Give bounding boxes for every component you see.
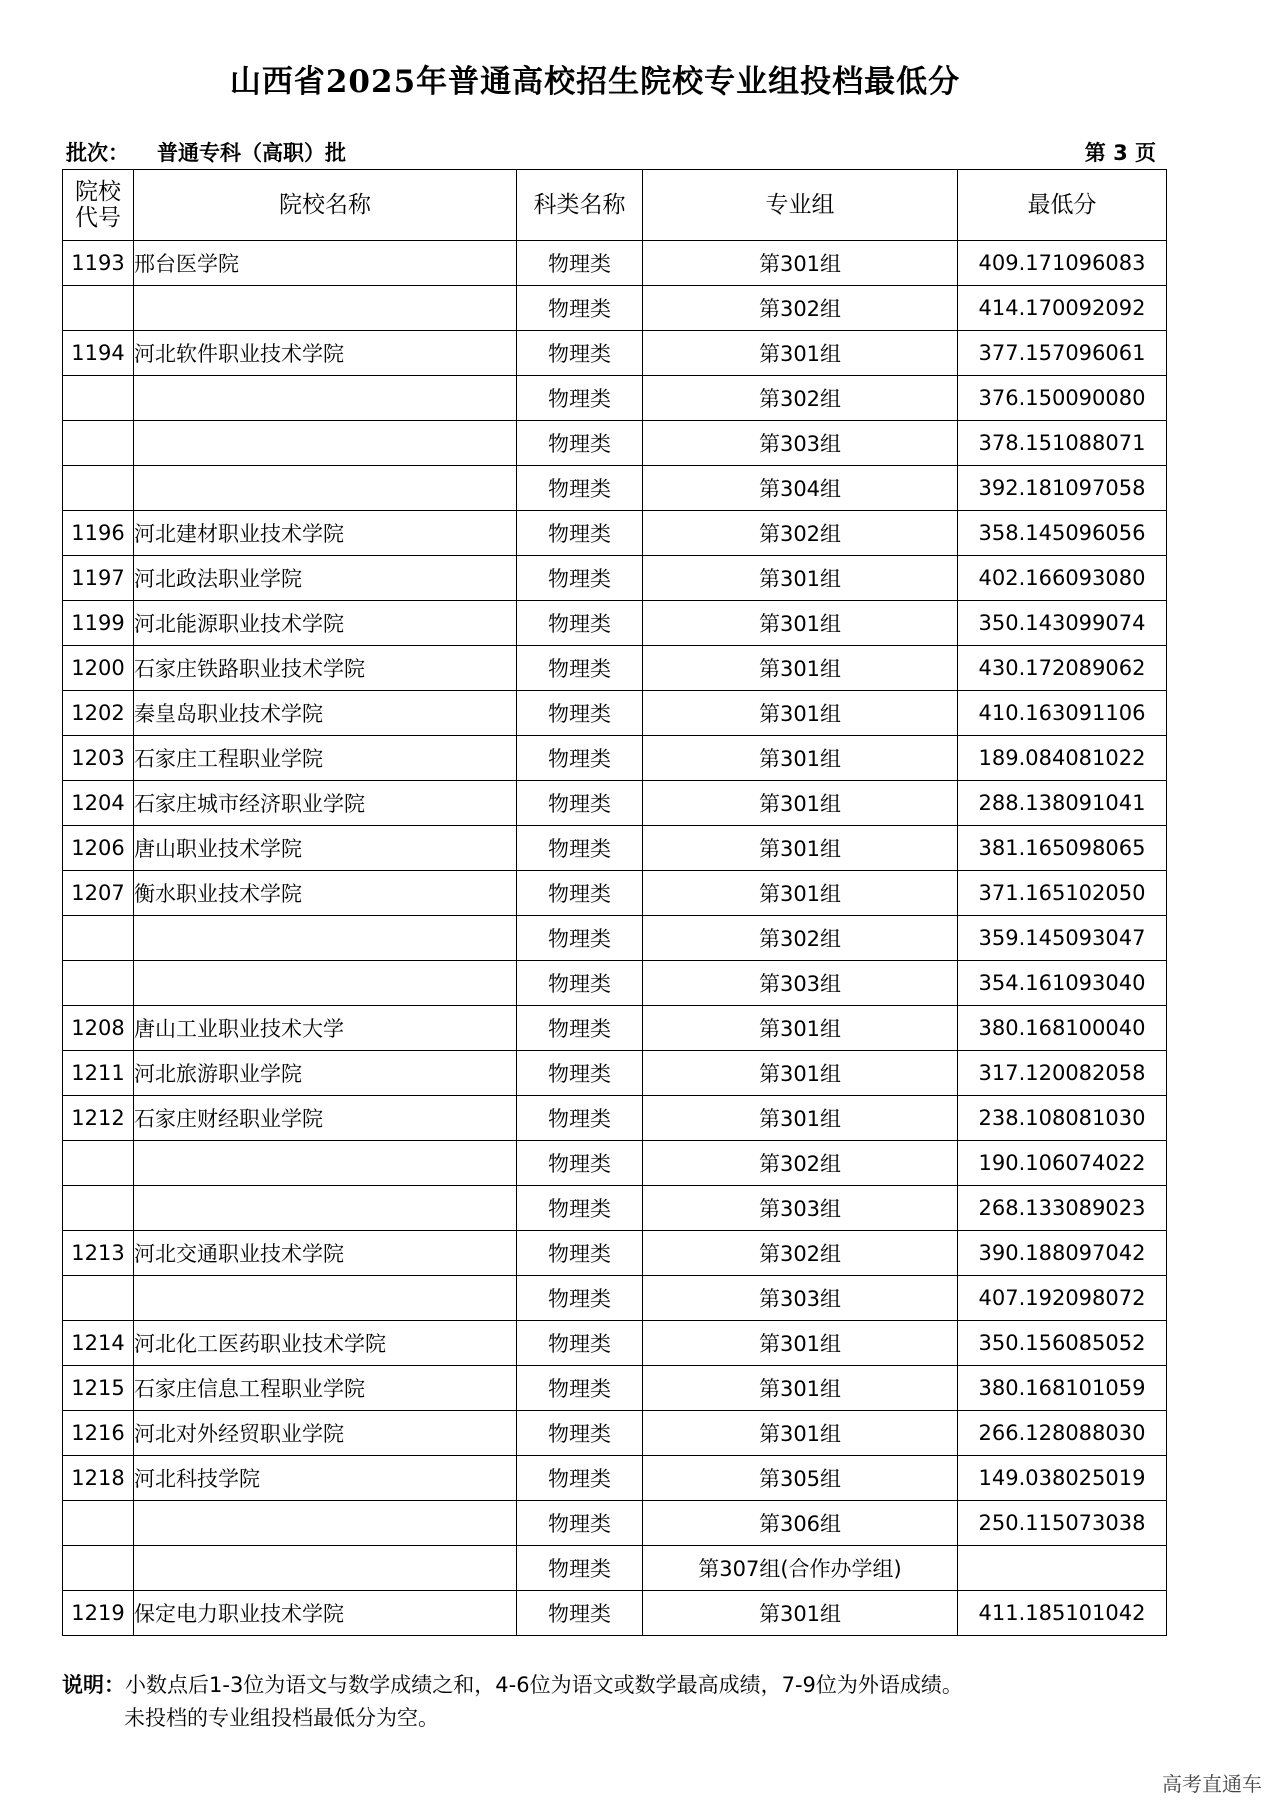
table-row [63, 781, 1167, 826]
cell-category: 物理类 [517, 1321, 643, 1366]
cell-major-group: 第305组 [643, 1456, 958, 1501]
cell-min-score: 189.084081022 [958, 736, 1167, 781]
cell-min-score: 266.128088030 [958, 1411, 1167, 1456]
cell-code: 1202 [63, 691, 134, 736]
cell-school-name [134, 1546, 517, 1591]
cell-code: 1199 [63, 601, 134, 646]
cell-major-group: 第301组 [643, 871, 958, 916]
table-row [63, 1096, 1167, 1141]
table-row [63, 331, 1167, 376]
note-label: 说明： [62, 1673, 125, 1697]
page-number: 第 3 页 [1084, 141, 1156, 165]
cell-category: 物理类 [517, 1096, 643, 1141]
cell-code [63, 1501, 134, 1546]
cell-major-group: 第301组 [643, 241, 958, 286]
cell-min-score: 411.185101042 [958, 1591, 1167, 1636]
cell-category: 物理类 [517, 1411, 643, 1456]
cell-school-name [134, 1501, 517, 1546]
cell-code: 1212 [63, 1096, 134, 1141]
cell-major-group: 第302组 [643, 1231, 958, 1276]
cell-major-group: 第301组 [643, 1006, 958, 1051]
cell-category: 物理类 [517, 331, 643, 376]
cell-category: 物理类 [517, 916, 643, 961]
cell-code [63, 916, 134, 961]
cell-code: 1208 [63, 1006, 134, 1051]
cell-min-score: 317.120082058 [958, 1051, 1167, 1096]
table-row [63, 826, 1167, 871]
cell-major-group: 第301组 [643, 691, 958, 736]
cell-code: 1204 [63, 781, 134, 826]
cell-major-group: 第301组 [643, 1366, 958, 1411]
cell-code [63, 961, 134, 1006]
cell-school-name: 唐山职业技术学院 [134, 826, 517, 871]
cell-category: 物理类 [517, 826, 643, 871]
cell-code: 1193 [63, 241, 134, 286]
cell-min-score: 380.168100040 [958, 1006, 1167, 1051]
cell-major-group: 第304组 [643, 466, 958, 511]
cell-category: 物理类 [517, 646, 643, 691]
cell-school-name: 衡水职业技术学院 [134, 871, 517, 916]
cell-school-name: 河北能源职业技术学院 [134, 601, 517, 646]
cell-code: 1215 [63, 1366, 134, 1411]
cell-code: 1194 [63, 331, 134, 376]
table-row [63, 1456, 1167, 1501]
cell-code: 1200 [63, 646, 134, 691]
cell-category: 物理类 [517, 1006, 643, 1051]
cell-code: 1203 [63, 736, 134, 781]
cell-major-group: 第301组 [643, 736, 958, 781]
table-row [63, 241, 1167, 286]
table-row [63, 1546, 1167, 1591]
cell-school-name: 河北建材职业技术学院 [134, 511, 517, 556]
note-line-1: 小数点后1-3位为语文与数学成绩之和，4-6位为语文或数学最高成绩，7-9位为外语成绩。 [125, 1673, 963, 1697]
table-row [63, 376, 1167, 421]
cell-category: 物理类 [517, 1366, 643, 1411]
table-header-row [63, 170, 1167, 241]
table-row [63, 736, 1167, 781]
table-row [63, 1231, 1167, 1276]
cell-min-score: 288.138091041 [958, 781, 1167, 826]
results-table [62, 169, 1167, 1636]
cell-min-score: 430.172089062 [958, 646, 1167, 691]
cell-school-name: 河北政法职业学院 [134, 556, 517, 601]
cell-code: 1218 [63, 1456, 134, 1501]
cell-school-name [134, 286, 517, 331]
table-row [63, 871, 1167, 916]
cell-major-group: 第301组 [643, 781, 958, 826]
cell-school-name: 邢台医学院 [134, 241, 517, 286]
cell-min-score: 414.170092092 [958, 286, 1167, 331]
table-row [63, 1366, 1167, 1411]
cell-category: 物理类 [517, 871, 643, 916]
header-category: 科类名称 [517, 170, 643, 241]
table-row [63, 1501, 1167, 1546]
cell-major-group: 第301组 [643, 1051, 958, 1096]
table-row [63, 466, 1167, 511]
cell-min-score: 190.106074022 [958, 1141, 1167, 1186]
cell-code: 1211 [63, 1051, 134, 1096]
cell-category: 物理类 [517, 1501, 643, 1546]
cell-category: 物理类 [517, 1231, 643, 1276]
table-row [63, 286, 1167, 331]
table-row [63, 1321, 1167, 1366]
cell-major-group: 第303组 [643, 1186, 958, 1231]
cell-category: 物理类 [517, 241, 643, 286]
cell-code: 1214 [63, 1321, 134, 1366]
cell-code [63, 466, 134, 511]
cell-code [63, 1546, 134, 1591]
cell-min-score: 380.168101059 [958, 1366, 1167, 1411]
cell-min-score: 371.165102050 [958, 871, 1167, 916]
table-row [63, 421, 1167, 466]
cell-category: 物理类 [517, 376, 643, 421]
cell-min-score: 354.161093040 [958, 961, 1167, 1006]
cell-major-group: 第301组 [643, 1096, 958, 1141]
cell-school-name [134, 466, 517, 511]
cell-school-name: 河北对外经贸职业学院 [134, 1411, 517, 1456]
table-row [63, 1411, 1167, 1456]
cell-min-score: 392.181097058 [958, 466, 1167, 511]
cell-school-name: 河北软件职业技术学院 [134, 331, 517, 376]
cell-category: 物理类 [517, 556, 643, 601]
cell-school-name [134, 1141, 517, 1186]
cell-code: 1219 [63, 1591, 134, 1636]
cell-major-group: 第307组(合作办学组) [643, 1546, 958, 1591]
table-row [63, 1276, 1167, 1321]
cell-major-group: 第301组 [643, 826, 958, 871]
cell-school-name [134, 1186, 517, 1231]
cell-min-score: 390.188097042 [958, 1231, 1167, 1276]
cell-school-name [134, 1276, 517, 1321]
cell-school-name [134, 916, 517, 961]
table-row [63, 1141, 1167, 1186]
cell-min-score: 350.156085052 [958, 1321, 1167, 1366]
cell-major-group: 第303组 [643, 1276, 958, 1321]
cell-school-name: 石家庄城市经济职业学院 [134, 781, 517, 826]
page-title: 山西省2025年普通高校招生院校专业组投档最低分 [229, 64, 961, 100]
cell-category: 物理类 [517, 1456, 643, 1501]
cell-code [63, 1186, 134, 1231]
cell-school-name: 河北旅游职业学院 [134, 1051, 517, 1096]
cell-category: 物理类 [517, 961, 643, 1006]
cell-major-group: 第302组 [643, 376, 958, 421]
cell-category: 物理类 [517, 781, 643, 826]
table-row [63, 1006, 1167, 1051]
cell-school-name: 秦皇岛职业技术学院 [134, 691, 517, 736]
cell-category: 物理类 [517, 421, 643, 466]
cell-school-name: 河北化工医药职业技术学院 [134, 1321, 517, 1366]
cell-code: 1196 [63, 511, 134, 556]
table-row [63, 646, 1167, 691]
header-group: 专业组 [643, 170, 958, 241]
cell-min-score: 377.157096061 [958, 331, 1167, 376]
cell-category: 物理类 [517, 1591, 643, 1636]
cell-code [63, 376, 134, 421]
cell-category: 物理类 [517, 1546, 643, 1591]
cell-major-group: 第306组 [643, 1501, 958, 1546]
cell-major-group: 第302组 [643, 511, 958, 556]
cell-code: 1206 [63, 826, 134, 871]
batch-info [66, 137, 346, 167]
batch-value: 普通专科（高职）批 [157, 141, 346, 165]
cell-major-group: 第301组 [643, 646, 958, 691]
table-row [63, 1051, 1167, 1096]
cell-school-name: 河北科技学院 [134, 1456, 517, 1501]
cell-school-name: 石家庄工程职业学院 [134, 736, 517, 781]
cell-major-group: 第301组 [643, 556, 958, 601]
table-row [63, 691, 1167, 736]
table-row [63, 556, 1167, 601]
table-row [63, 511, 1167, 556]
cell-min-score [958, 1546, 1167, 1591]
table-row [63, 961, 1167, 1006]
cell-category: 物理类 [517, 601, 643, 646]
cell-min-score: 268.133089023 [958, 1186, 1167, 1231]
cell-code: 1207 [63, 871, 134, 916]
table-row [63, 1591, 1167, 1636]
header-score: 最低分 [958, 170, 1167, 241]
note-line-2: 未投档的专业组投档最低分为空。 [124, 1706, 439, 1730]
cell-major-group: 第302组 [643, 286, 958, 331]
cell-school-name [134, 376, 517, 421]
cell-major-group: 第301组 [643, 1411, 958, 1456]
cell-major-group: 第302组 [643, 916, 958, 961]
cell-min-score: 359.145093047 [958, 916, 1167, 961]
cell-min-score: 402.166093080 [958, 556, 1167, 601]
cell-category: 物理类 [517, 286, 643, 331]
cell-code [63, 1141, 134, 1186]
cell-category: 物理类 [517, 1186, 643, 1231]
cell-code [63, 1276, 134, 1321]
cell-min-score: 376.150090080 [958, 376, 1167, 421]
table-row [63, 601, 1167, 646]
cell-major-group: 第301组 [643, 331, 958, 376]
cell-code: 1213 [63, 1231, 134, 1276]
batch-label: 批次： [66, 141, 129, 165]
cell-min-score: 149.038025019 [958, 1456, 1167, 1501]
cell-code: 1216 [63, 1411, 134, 1456]
cell-school-name: 石家庄信息工程职业学院 [134, 1366, 517, 1411]
cell-major-group: 第303组 [643, 961, 958, 1006]
cell-school-name: 石家庄铁路职业技术学院 [134, 646, 517, 691]
cell-school-name: 保定电力职业技术学院 [134, 1591, 517, 1636]
table-row [63, 916, 1167, 961]
cell-category: 物理类 [517, 1051, 643, 1096]
cell-category: 物理类 [517, 691, 643, 736]
header-code: 院校代号 [63, 170, 134, 241]
cell-school-name: 石家庄财经职业学院 [134, 1096, 517, 1141]
cell-min-score: 409.171096083 [958, 241, 1167, 286]
cell-code [63, 421, 134, 466]
table-row [63, 1186, 1167, 1231]
cell-category: 物理类 [517, 1141, 643, 1186]
cell-major-group: 第301组 [643, 601, 958, 646]
cell-school-name [134, 961, 517, 1006]
cell-min-score: 410.163091106 [958, 691, 1167, 736]
cell-min-score: 381.165098065 [958, 826, 1167, 871]
header-name: 院校名称 [134, 170, 517, 241]
cell-min-score: 250.115073038 [958, 1501, 1167, 1546]
cell-major-group: 第301组 [643, 1321, 958, 1366]
cell-min-score: 238.108081030 [958, 1096, 1167, 1141]
cell-min-score: 350.143099074 [958, 601, 1167, 646]
cell-major-group: 第302组 [643, 1141, 958, 1186]
cell-category: 物理类 [517, 511, 643, 556]
cell-school-name: 河北交通职业技术学院 [134, 1231, 517, 1276]
cell-school-name [134, 421, 517, 466]
cell-min-score: 378.151088071 [958, 421, 1167, 466]
cell-min-score: 407.192098072 [958, 1276, 1167, 1321]
cell-min-score: 358.145096056 [958, 511, 1167, 556]
cell-category: 物理类 [517, 466, 643, 511]
cell-code [63, 286, 134, 331]
cell-school-name: 唐山工业职业技术大学 [134, 1006, 517, 1051]
cell-major-group: 第303组 [643, 421, 958, 466]
footnote [62, 1669, 963, 1735]
cell-category: 物理类 [517, 1276, 643, 1321]
watermark: 高考直通车 [1162, 1772, 1262, 1796]
cell-category: 物理类 [517, 736, 643, 781]
cell-major-group: 第301组 [643, 1591, 958, 1636]
cell-code: 1197 [63, 556, 134, 601]
